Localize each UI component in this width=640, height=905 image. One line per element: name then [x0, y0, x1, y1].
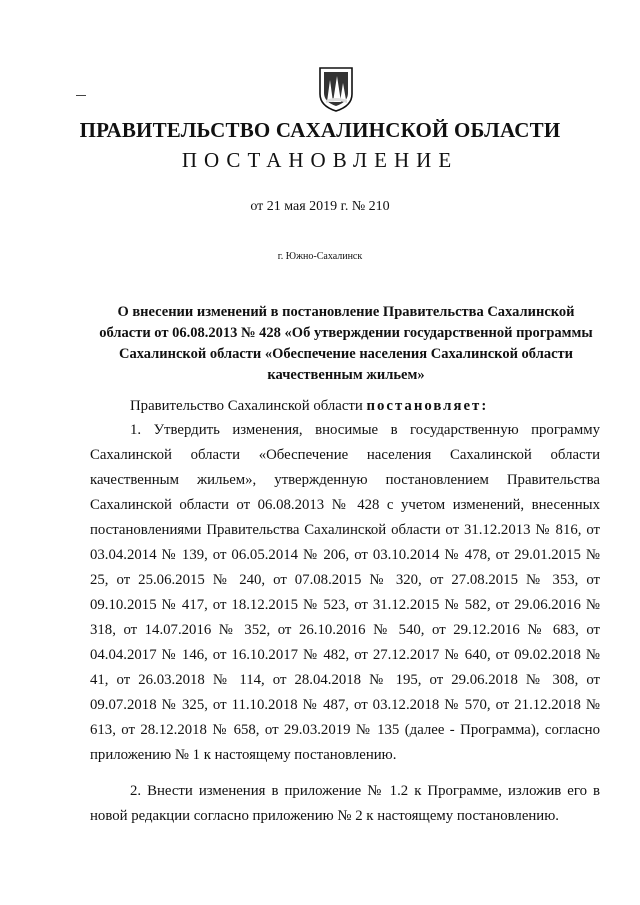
decree-item-1: 1. Утвердить изменения, вносимые в государственную программу Сахалинской области «Обеспечение населения Сахалинской области качественным жильем», утвержденную постановлением Правительства Сахалинской области от 06.08.2013 № 428 с учетом изменений, внесенных постановлениями Правительства Сахалинской области от 31.12.2013 № 816, от 03.04.2014 № 139, от 06.05.2014 № 206, от 03.10.2014 № 478, от 29.01.2015 № 25, от 25.06.2015 № 240, от 07.08.2015 № 320, от 27.08.2015 № 353, от 09.10.2015 № 417, от 18.12.2015 № 523, от 31.12.2015 № 582, от 29.06.2016 № 318, от 14.07.2016 № 352, от 26.10.2016 № 540, от 29.12.2016 № 683, от 04.04.2017 № 146, от 16.10.2017 № 482, от 27.12.2017 № 640, от 09.02.2018 № 41, от 26.03.2018 № 114, от 28.04.2018 № 195, от 29.06.2018 № 308, от 09.07.2018 № 325, от 11.10.2018 № 487, от 03.12.2018 № 570, от 21.12.2018 № 613, от 28.12.2018 № 658, от 29.03.2019 № 135 (далее - Программа), согласно приложению № 1 к настоящему постановлению.	[90, 422, 600, 763]
document-date-number: от 21 мая 2019 г. № 210	[250, 199, 390, 214]
document-city: г. Южно-Сахалинск	[277, 251, 363, 262]
document-type: ПОСТАНОВЛЕНИЕ	[181, 148, 459, 172]
document-subject: О внесении изменений в постановление Правительства Сахалинской области от 06.08.2013 № 428 «Об утверждении государственной программы Сахалинской области «Обеспечение населения Сахалинской области качественным жильем»	[99, 304, 593, 383]
preamble-text: Правительство Сахалинской области	[130, 398, 367, 414]
government-title: ПРАВИТЕЛЬСТВО САХАЛИНСКОЙ ОБЛАСТИ	[79, 118, 561, 142]
preamble-decree-word: постановляет:	[366, 398, 489, 414]
coat-of-arms-icon	[318, 66, 354, 112]
decree-item-2: 2. Внести изменения в приложение № 1.2 к Программе, изложив его в новой редакции согласно приложению № 2 к настоящему постановлению.	[90, 783, 600, 824]
scan-mark	[76, 95, 86, 96]
preamble	[90, 394, 600, 419]
